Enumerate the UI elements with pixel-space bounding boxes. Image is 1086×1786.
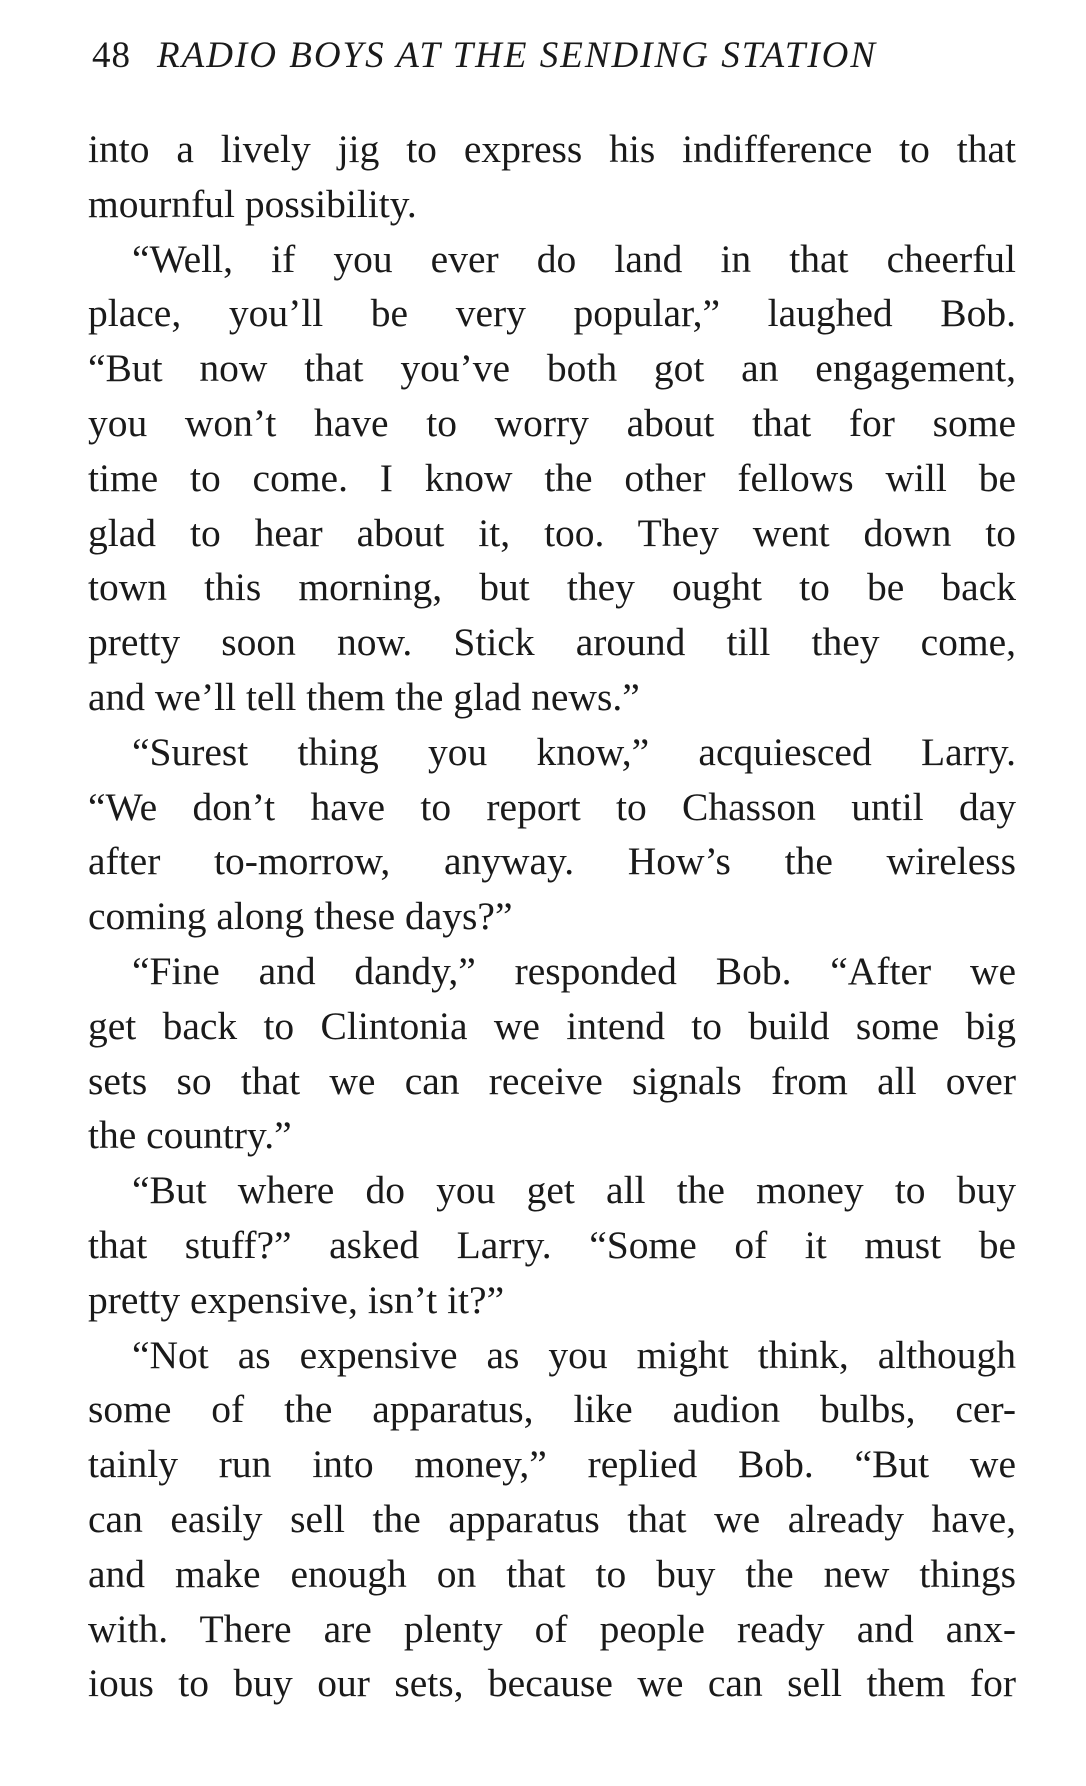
text-line: coming along these days?”: [88, 894, 513, 939]
text-line: tainly run into money,” replied Bob. “But we: [88, 1442, 1016, 1487]
text-line: time to come. I know the other fellows will be: [88, 455, 1016, 500]
text-line: you won’t have to worry about that for some: [88, 400, 1016, 445]
body-text: [88, 122, 1016, 1711]
text-line: with. There are plenty of people ready and anx-: [88, 1606, 1016, 1651]
text-line: and we’ll tell them the glad news.”: [88, 674, 640, 719]
text-line: that stuff?” asked Larry. “Some of it must be: [88, 1222, 1016, 1267]
text-line: pretty soon now. Stick around till they come,: [88, 620, 1016, 665]
text-line: glad to hear about it, too. They went down to: [88, 510, 1016, 555]
text-line: the country.”: [88, 1113, 292, 1158]
text-line: after to-morrow, anyway. How’s the wireless: [88, 839, 1016, 884]
text-line: “But where do you get all the money to buy: [132, 1168, 1016, 1213]
text-line: and make enough on that to buy the new things: [88, 1551, 1016, 1596]
text-line: into a lively jig to express his indifference to that: [88, 127, 1016, 171]
text-line: sets so that we can receive signals from all over: [88, 1058, 1016, 1103]
text-line: “Surest thing you know,” acquiesced Larry.: [132, 729, 1016, 774]
text-line: town this morning, but they ought to be back: [88, 565, 1016, 610]
text-line: “But now that you’ve both got an engagement,: [88, 346, 1016, 391]
running-head: [92, 34, 1022, 94]
text-line: place, you’ll be very popular,” laughed Bob.: [88, 291, 1016, 336]
text-line: mournful possibility.: [88, 181, 417, 226]
text-line: some of the apparatus, like audion bulbs, cer-: [88, 1387, 1016, 1432]
text-line: “Fine and dandy,” responded Bob. “After we: [132, 948, 1016, 993]
text-line: ious to buy our sets, because we can sell them for: [88, 1661, 1016, 1706]
text-line: “Well, if you ever do land in that cheerful: [132, 236, 1016, 281]
text-line: get back to Clintonia we intend to build some big: [88, 1003, 1016, 1048]
text-line: can easily sell the apparatus that we already have,: [88, 1496, 1016, 1541]
text-line: “Not as expensive as you might think, although: [132, 1332, 1016, 1377]
page-number: 48: [92, 35, 131, 76]
text-line: “We don’t have to report to Chasson until day: [88, 784, 1016, 829]
book-title: RADIO BOYS AT THE SENDING STATION: [157, 35, 878, 76]
text-line: pretty expensive, isn’t it?”: [88, 1277, 505, 1322]
